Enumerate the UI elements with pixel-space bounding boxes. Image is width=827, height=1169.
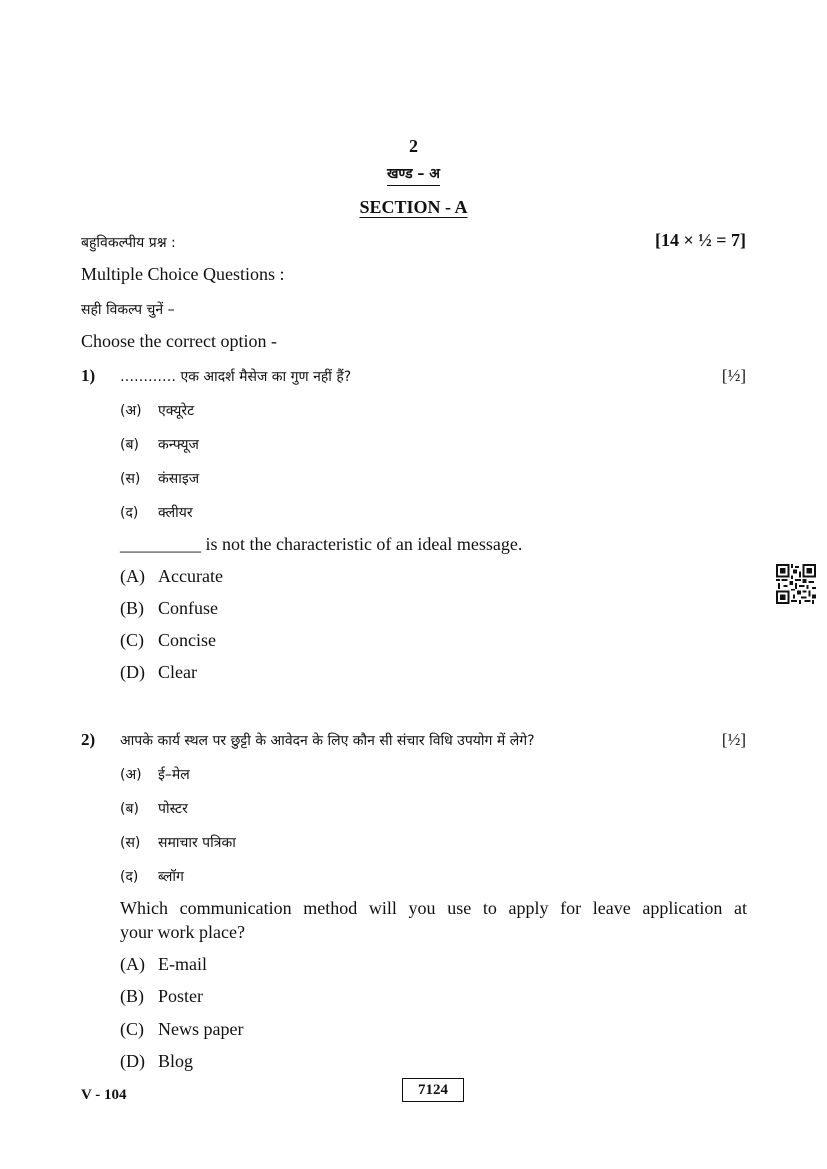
option-label: (स) [120,835,141,851]
section-hindi-wrap [0,164,827,183]
question-1-text-hindi: ………… एक आदर्श मैसेज का गुण नहीं हैं? [120,369,352,385]
q2-option-hindi-b [120,799,188,818]
option-text: Concise [158,630,216,650]
q2-option-english-c [120,1019,243,1040]
option-text: कन्फ्यूज [158,437,199,453]
q2-option-hindi-d [120,867,184,886]
option-label: (C) [120,630,144,650]
qr-code-icon [776,564,816,604]
question-2-text-hindi: आपके कार्य स्थल पर छुट्टी के आवेदन के लिए कौन सी संचार विधि उपयोग में लेगे? [120,733,535,749]
option-label: (B) [120,986,144,1006]
q2-option-hindi-a [120,765,190,784]
q1-option-english-a [120,566,223,587]
option-label: (ब) [120,437,139,453]
option-text: पोस्टर [158,801,188,817]
q1-option-english-c [120,630,216,651]
option-label: (ब) [120,801,139,817]
question-1-marks: [½] [721,366,746,385]
option-text: Blog [158,1051,194,1071]
q1-option-hindi-d [120,503,193,522]
option-label: (D) [120,662,145,682]
q1-option-hindi-b [120,435,199,454]
footer-code: V - 104 [81,1087,127,1103]
choose-english: Choose the correct option - [81,331,277,351]
option-text: कंसाइज [158,471,200,487]
option-text: क्लीयर [158,505,193,521]
option-text: एक्यूरेट [158,403,195,419]
q2-option-english-b [120,986,203,1007]
option-text: Confuse [158,598,218,618]
option-label: (D) [120,1051,145,1071]
mcq-heading-hindi: बहुविकल्पीय प्रश्न : [81,235,176,251]
question-2-text-english-line1: Which communication method will you use to apply for leave application at [120,898,747,918]
section-hindi: खण्ड – अ [387,166,440,186]
option-label: (द) [120,505,139,521]
question-1-text-english: _________ is not the characteristic of an ideal message. [120,534,523,554]
question-2-marks: [½] [721,730,746,749]
option-label: (स) [120,471,141,487]
option-label: (A) [120,566,145,586]
q2-option-hindi-c [120,833,236,852]
option-text: Poster [158,986,203,1006]
question-2-text-english-line2: your work place? [120,922,245,942]
q1-option-hindi-c [120,469,199,488]
option-text: Clear [158,662,197,682]
q1-option-english-d [120,662,197,683]
choose-hindi: सही विकल्प चुनें – [81,302,175,318]
q2-option-english-a [120,954,207,975]
question-1-number: 1) [81,366,96,385]
option-label: (C) [120,1019,144,1039]
option-label: (द) [120,869,139,885]
q2-option-english-d [120,1051,193,1072]
option-text: Accurate [158,566,223,586]
mcq-heading-english: Multiple Choice Questions : [81,264,285,284]
option-text: ब्लॉग [158,869,184,885]
section-title: SECTION - A [359,197,468,217]
footer-box-code: 7124 [402,1078,464,1102]
option-text: समाचार पत्रिका [158,835,236,851]
page-number: 2 [409,136,418,156]
option-text: ई–मेल [158,767,190,783]
option-label: (अ) [120,403,142,419]
option-label: (अ) [120,767,142,783]
section-marks: [14 × ½ = 7] [654,230,746,250]
option-text: E-mail [158,954,207,974]
question-2-number: 2) [81,730,96,749]
option-text: News paper [158,1019,244,1039]
q1-option-english-b [120,598,218,619]
option-label: (A) [120,954,145,974]
q1-option-hindi-a [120,401,194,420]
option-label: (B) [120,598,144,618]
